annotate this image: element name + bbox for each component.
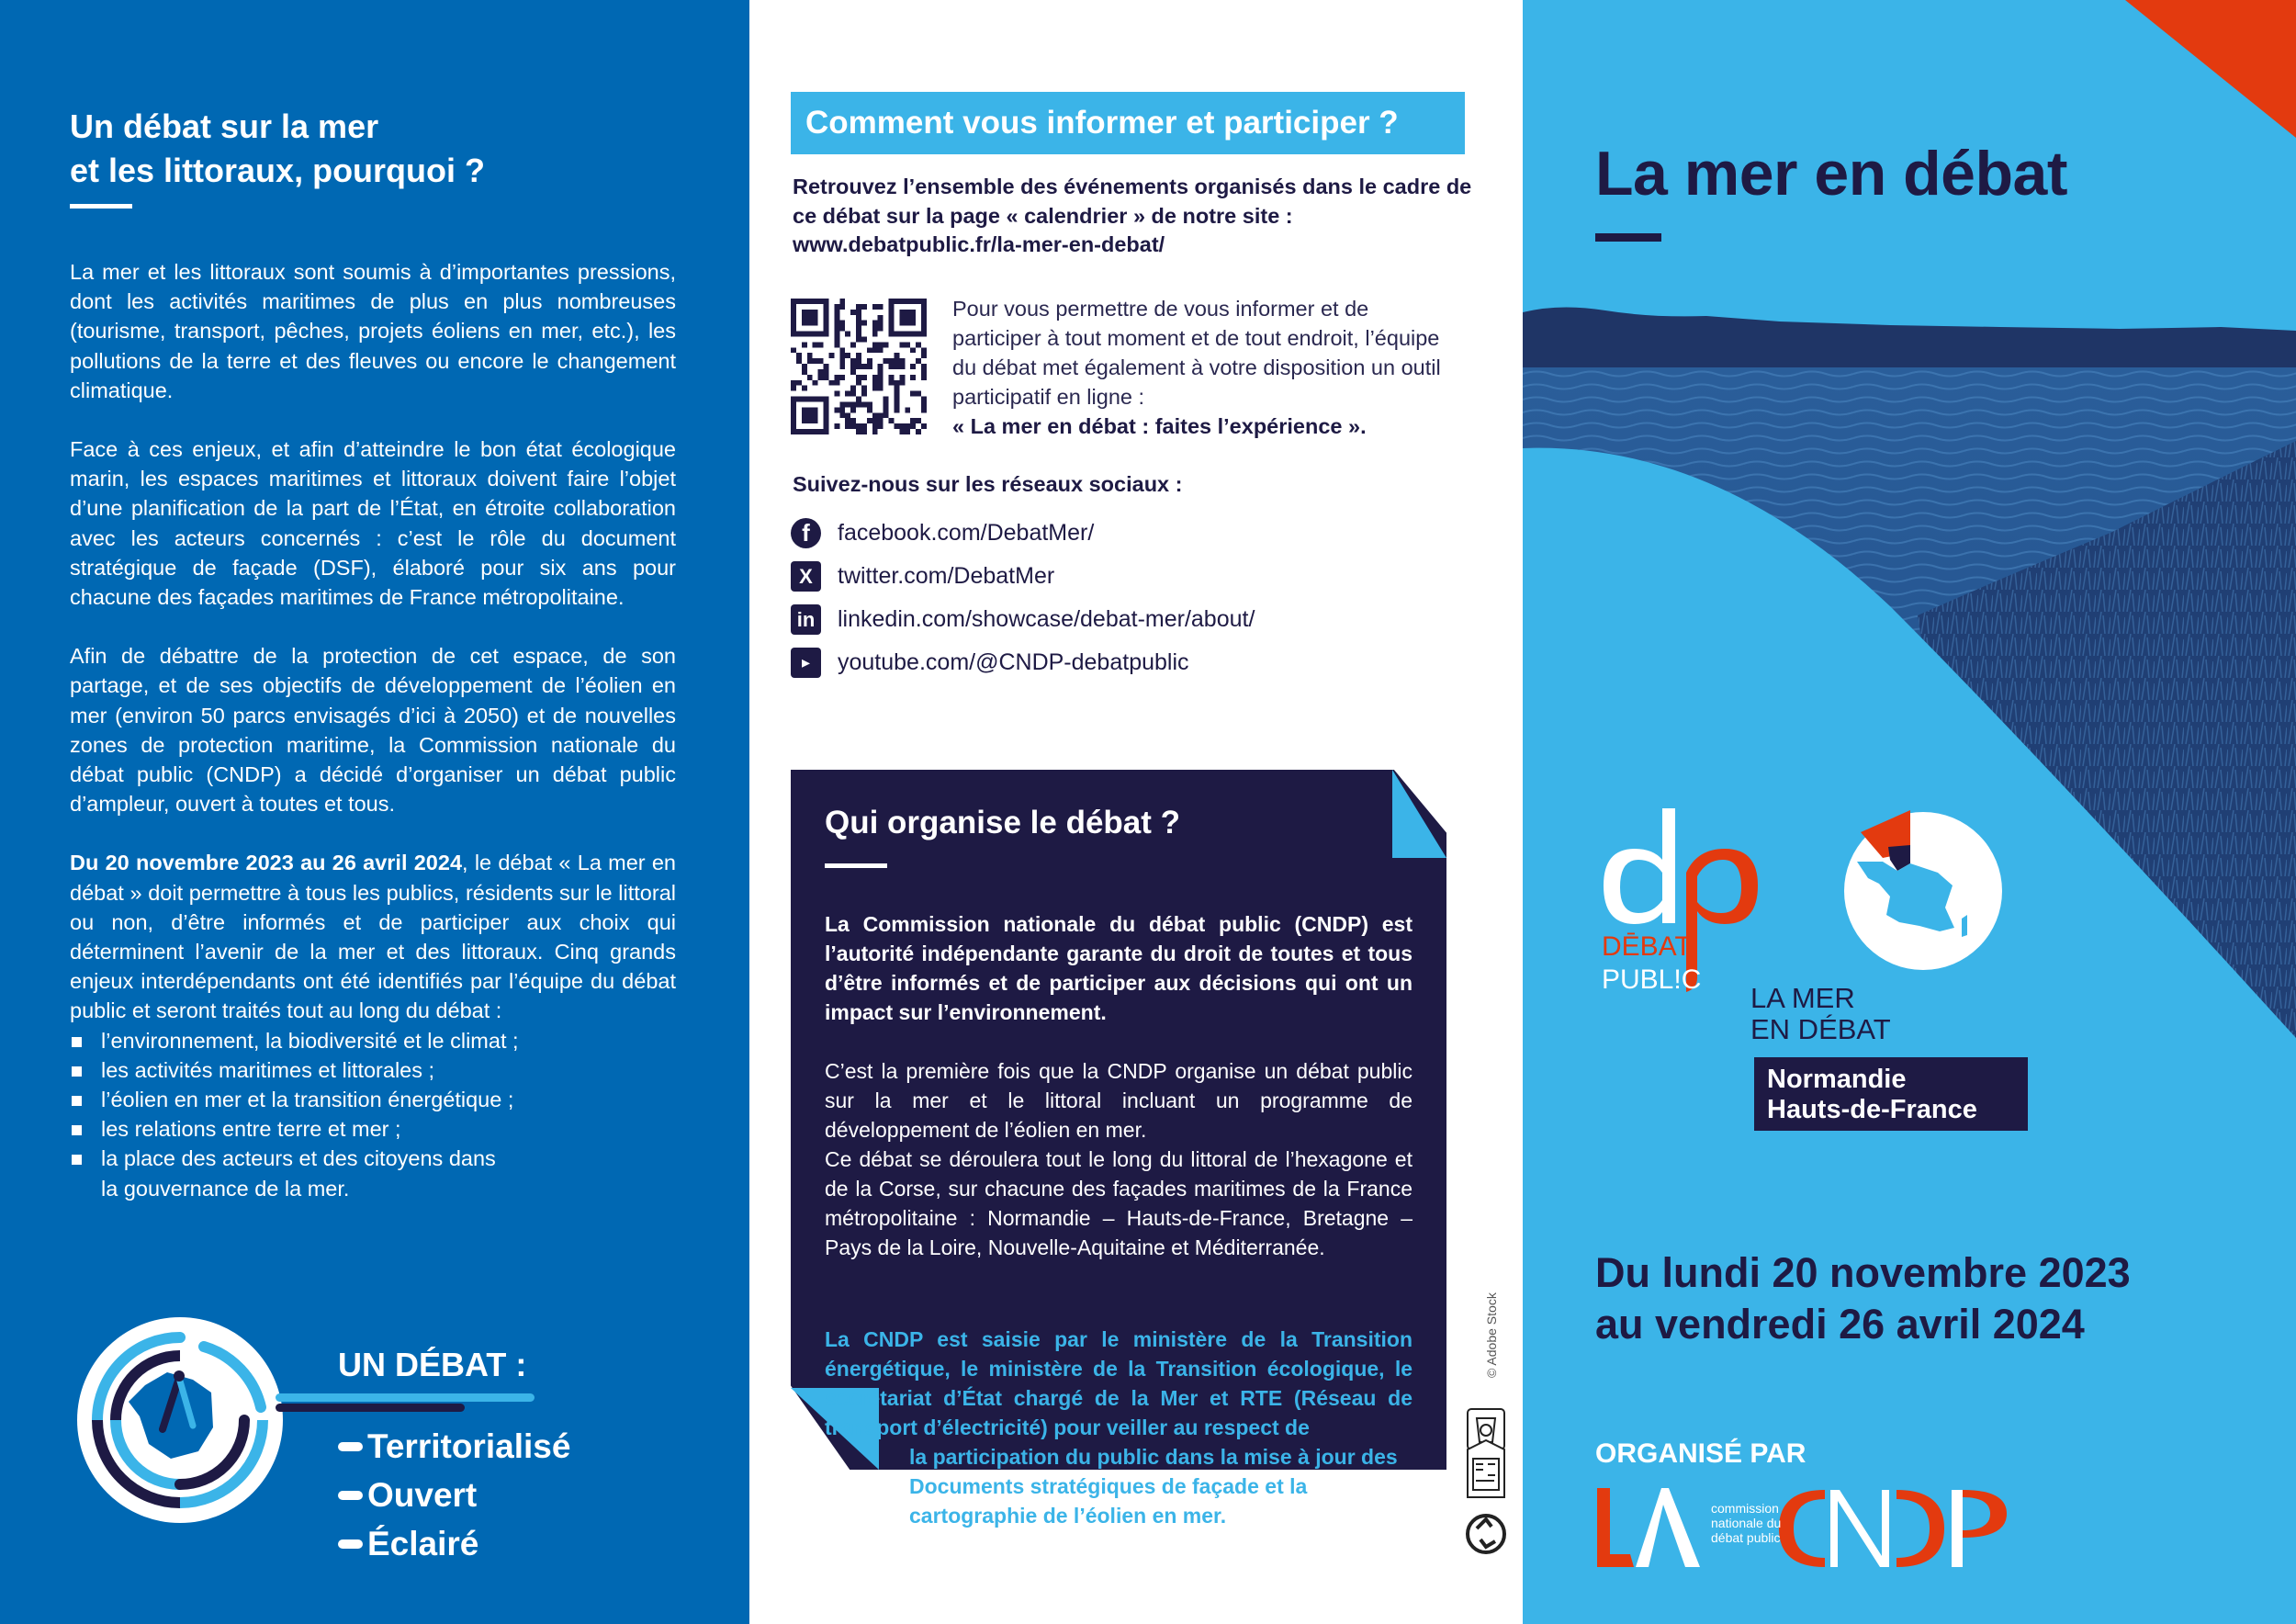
la-mer-en-debat-wordmark [1750,983,1891,1045]
left-panel [0,0,749,1624]
social-facebook[interactable] [791,512,1255,555]
paragraph-dates [70,848,676,1025]
issues-list [70,1026,676,1203]
dates-rest: , le débat « La mer en débat » doit permettre à tous les publics, résidents sur le littoral ou non, d’être informés et de participer aux choix qui déterminent l’avenir de la mer et des littoraux. Cinq grands enjeux interdépendants ont été identifiés par l’équipe du débat public et seront traités tout au long du débat : [70,851,677,1023]
left-title-line2: et les littoraux, pourquoi ? [70,152,486,189]
quality-label: Éclairé [367,1524,479,1562]
issue-item: l’éolien en mer et la transition énergétique ; [70,1085,676,1114]
recycling-icon [1464,1405,1508,1562]
orange-corner [2125,0,2296,138]
site-link[interactable]: www.debatpublic.fr/la-mer-en-debat/ [793,232,1165,256]
left-title [70,105,713,193]
debate-dates [1595,1247,2131,1350]
dates-end: au vendredi 26 avril 2024 [1595,1301,2085,1348]
organiser-title-underline [825,863,887,868]
dash-icon [338,1442,363,1451]
accent-bar-light [276,1393,535,1402]
quality-label: Ouvert [367,1475,478,1514]
caption-line2: nationale du [1711,1516,1782,1530]
social-link-label[interactable]: facebook.com/DebatMer/ [838,520,1095,546]
cndp-referral-part2: la participation du public dans la mise à jour des Documents stratégiques de façade et la cartographie de l’éolien en mer. [909,1445,1398,1528]
wordmark-line2: EN DÉBAT [1750,1013,1891,1045]
facebook-icon: f [791,518,821,548]
dp-logo-debat: DĒBAT [1602,931,1692,962]
social-linkedin[interactable] [791,598,1255,641]
paragraph-pressures: La mer et les littoraux sont soumis à d’importantes pressions, dont les activités maritimes de plus en plus nombreuses (tourisme, transport, pêches, projets éoliens en mer, etc.), les pollutions de la terre et des fleuves ou encore le changement climatique. [70,260,676,402]
x-twitter-icon: X [791,561,821,592]
paragraph-planification: Face à ces enjeux, et afin d’atteindre le bon état écologique marin, les espaces maritimes et littoraux doivent faire l’objet d’une planification de la part de l’État, en étroite collaboration avec les acteurs concernés : c’est le rôle du document stratégique de façade (DSF), élaboré pour six ans pour chacune des façades maritimes de France métropolitaine. [70,437,676,610]
quality-label: Territorialisé [367,1427,571,1465]
social-link-label[interactable]: linkedin.com/showcase/debat-mer/about/ [838,606,1255,632]
debate-heading: UN DÉBAT : [338,1346,527,1383]
paragraph-cndp-decision: Afin de débattre de la protection de cet espace, de son partage, et de ses objectifs de développement de l’éolien en mer (environ 50 parcs envisagés d’ici à 2050) et de nouvelles zones de protection maritime, la Commission nationale du débat public (CNDP) a décidé d’organiser un débat public d’ampleur, ouvert à toutes et tous. [70,644,676,817]
social-links [791,512,1255,684]
cndp-logo-caption [1711,1501,1781,1545]
region-line2: Hauts-de-France [1767,1095,1977,1124]
cndp-referral [825,1325,1412,1530]
dash-icon [338,1491,363,1500]
dp-logo-public: PUBL!C [1602,964,1702,995]
social-link-label[interactable]: twitter.com/DebatMer [838,563,1055,589]
organiser-body [825,1056,1412,1262]
issue-item: l’environnement, la biodiversité et le climat ; [70,1026,676,1055]
cover-title: La mer en débat [1595,139,2067,209]
organiser-coastline: Ce débat se déroulera tout le long du littoral de l’hexagone et de la Corse, sur chacune des façades maritimes de la France métropolitaine : Normandie – Hauts-de-France, Bretagne – Pays de la Loire, Nouvelle-Aquitaine et Méditerranée. [825,1147,1412,1259]
caption-line1: commission [1711,1501,1779,1516]
qr-description [952,294,1448,441]
debate-badge-icon [75,1315,285,1525]
cndp-referral-part1: La CNDP est saisie par le ministère de la Transition énergétique, le ministère de la Transition écologique, le secrétariat d’État chargé de la Mer et RTE (Réseau de transport d’électricité) pour veiller au respect de [825,1327,1412,1439]
issue-item: les relations entre terre et mer ; [70,1114,676,1144]
caption-line3: débat public [1711,1530,1781,1545]
social-youtube[interactable] [791,641,1255,684]
social-heading: Suivez-nous sur les réseaux sociaux : [793,472,1183,496]
region-badge [1754,1057,2028,1131]
quality-item [338,1471,570,1519]
info-header: Comment vous informer et participer ? [791,92,1465,154]
qr-description-text: Pour vous permettre de vous informer et de participer à tout moment et de tout endroit, l’équipe du débat met également à votre disposition un outil participatif en ligne : [952,297,1441,409]
dash-icon [338,1539,363,1549]
calendar-intro-text: Retrouvez l’ensemble des événements organisés dans le cadre de ce débat sur la page « calendrier » de notre site : [793,175,1472,228]
qr-code-icon[interactable] [791,299,927,434]
cndp-definition: La Commission nationale du débat public (CNDP) est l’autorité indépendante garante du droit de toutes et tous d’être informés et de participer aux décisions qui ont un impact sur l’environnement. [825,912,1412,1024]
quality-item [338,1422,570,1471]
quality-item [338,1519,570,1568]
cover-title-underline [1595,233,1661,242]
middle-panel [749,0,1523,1624]
accent-bar-dark [276,1404,465,1412]
wordmark-line1: LA MER [1750,982,1855,1014]
dates-bold: Du 20 novembre 2023 au 26 avril 2024 [70,851,463,875]
organiser-title: Qui organise le débat ? [825,805,1181,840]
tool-name: « La mer en débat : faites l’expérience ». [952,414,1367,438]
cndp-logo [1595,1486,2073,1569]
left-body [70,257,676,1203]
organised-by-label: ORGANISÉ PAR [1595,1438,1806,1469]
social-link-label[interactable]: youtube.com/@CNDP-debatpublic [838,649,1189,675]
france-map-icon [1839,806,2004,972]
organiser-first-time: C’est la première fois que la CNDP organise un débat public sur la mer et le littoral incluant un programme de développement de l’éolien en mer. [825,1059,1412,1142]
calendar-intro [793,173,1472,260]
debate-qualities [338,1422,570,1568]
right-panel [1523,0,2296,1624]
issue-item: la place des acteurs et des citoyens dans la gouvernance de la mer. [70,1144,505,1202]
linkedin-icon: in [791,604,821,635]
title-underline [70,204,132,209]
youtube-icon: ▸ [791,648,821,678]
dates-start: Du lundi 20 novembre 2023 [1595,1249,2131,1296]
photo-credit: © Adobe Stock [1484,1292,1499,1378]
region-line1: Normandie [1767,1065,1907,1094]
social-twitter[interactable] [791,555,1255,598]
issue-item: les activités maritimes et littorales ; [70,1055,676,1085]
left-title-line1: Un débat sur la mer [70,107,379,145]
